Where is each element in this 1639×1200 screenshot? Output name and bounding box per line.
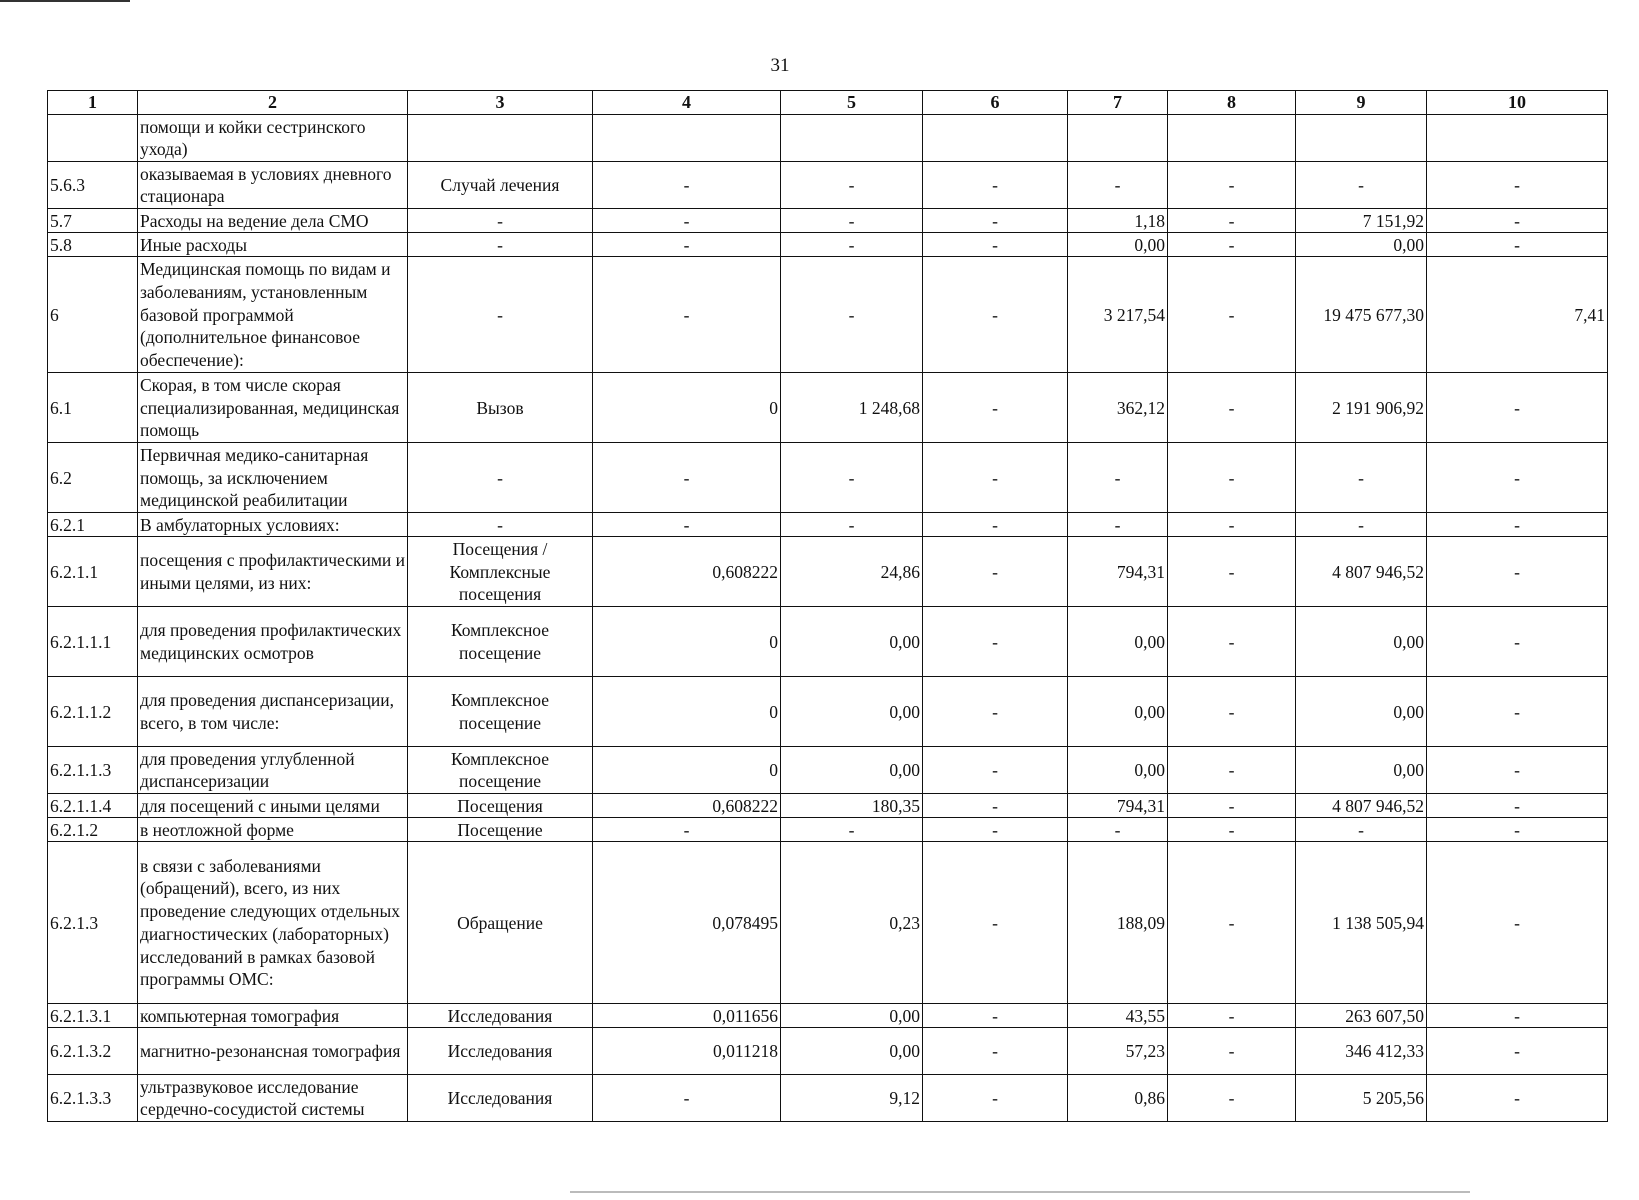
- table-row: [48, 818, 1608, 842]
- col-4-value: -: [593, 818, 781, 842]
- col-9-value: 4 807 946,52: [1296, 794, 1427, 818]
- col-4-value: -: [593, 1075, 781, 1122]
- col-7-value: -: [1068, 162, 1168, 209]
- table-row: [48, 373, 1608, 443]
- col-9-value: 5 205,56: [1296, 1075, 1427, 1122]
- col-5-value: 1 248,68: [781, 373, 923, 443]
- col-10-value: -: [1427, 209, 1608, 233]
- table-row: [48, 537, 1608, 607]
- col-5-value: -: [781, 443, 923, 513]
- col-6-value: -: [923, 443, 1068, 513]
- header-row: [48, 91, 1608, 115]
- col-8-value: -: [1168, 1075, 1296, 1122]
- col-6-value: [923, 115, 1068, 162]
- unit: Посещение: [408, 818, 593, 842]
- col-8-value: -: [1168, 747, 1296, 794]
- col-10-value: -: [1427, 443, 1608, 513]
- unit: Вызов: [408, 373, 593, 443]
- table-row: [48, 1028, 1608, 1075]
- col-5-value: 0,00: [781, 1028, 923, 1075]
- row-description: компьютерная томография: [138, 1004, 408, 1028]
- row-code: 5.8: [48, 233, 138, 257]
- col-7-value: 0,00: [1068, 677, 1168, 747]
- col-6-value: -: [923, 373, 1068, 443]
- col-9-value: 346 412,33: [1296, 1028, 1427, 1075]
- col-9-value: 7 151,92: [1296, 209, 1427, 233]
- col-7-value: 188,09: [1068, 842, 1168, 1004]
- col-5-value: -: [781, 209, 923, 233]
- col-4-value: -: [593, 162, 781, 209]
- table-row: [48, 162, 1608, 209]
- row-code: 6.2.1.1.4: [48, 794, 138, 818]
- row-code: 5.7: [48, 209, 138, 233]
- col-10-value: -: [1427, 842, 1608, 1004]
- col-10-value: [1427, 115, 1608, 162]
- table-row: [48, 209, 1608, 233]
- col-6-value: -: [923, 233, 1068, 257]
- row-description: ультразвуковое исследование сердечно-сосудистой системы: [138, 1075, 408, 1122]
- unit: -: [408, 513, 593, 537]
- col-10-value: -: [1427, 373, 1608, 443]
- col-8-value: -: [1168, 794, 1296, 818]
- col-10-value: -: [1427, 1075, 1608, 1122]
- unit: Случай лечения: [408, 162, 593, 209]
- col-10-value: -: [1427, 162, 1608, 209]
- col-5-value: 180,35: [781, 794, 923, 818]
- col-8-value: -: [1168, 607, 1296, 677]
- col-4-value: 0,011218: [593, 1028, 781, 1075]
- row-code: 6.2.1.3.3: [48, 1075, 138, 1122]
- col-8-value: -: [1168, 233, 1296, 257]
- col-7-value: [1068, 115, 1168, 162]
- col-4-value: -: [593, 209, 781, 233]
- col-5-value: -: [781, 233, 923, 257]
- col-6-value: -: [923, 513, 1068, 537]
- col-4-value: -: [593, 233, 781, 257]
- col-4-value: -: [593, 443, 781, 513]
- col-6-value: -: [923, 607, 1068, 677]
- col-5-value: 0,00: [781, 677, 923, 747]
- col-8-value: -: [1168, 373, 1296, 443]
- col-7-value: 3 217,54: [1068, 257, 1168, 373]
- row-description: магнитно-резонансная томография: [138, 1028, 408, 1075]
- table-row: [48, 443, 1608, 513]
- col-10-value: -: [1427, 794, 1608, 818]
- col-4-value: 0: [593, 747, 781, 794]
- scan-bottom-rule: [570, 1191, 1470, 1193]
- unit: Комплексное посещение: [408, 677, 593, 747]
- col-10-value: -: [1427, 537, 1608, 607]
- column-header-1: 1: [48, 91, 138, 115]
- row-code: 6.2.1.3.2: [48, 1028, 138, 1075]
- col-8-value: -: [1168, 818, 1296, 842]
- row-description: посещения с профилактическими и иными целями, из них:: [138, 537, 408, 607]
- col-8-value: -: [1168, 677, 1296, 747]
- row-code: 6.2.1: [48, 513, 138, 537]
- col-9-value: 0,00: [1296, 607, 1427, 677]
- row-code: 6.2.1.3.1: [48, 1004, 138, 1028]
- row-description: для проведения диспансеризации, всего, в том числе:: [138, 677, 408, 747]
- unit: Исследования: [408, 1028, 593, 1075]
- unit: Исследования: [408, 1075, 593, 1122]
- row-description: для посещений с иными целями: [138, 794, 408, 818]
- col-7-value: -: [1068, 443, 1168, 513]
- unit: -: [408, 209, 593, 233]
- column-header-7: 7: [1068, 91, 1168, 115]
- col-6-value: -: [923, 677, 1068, 747]
- col-9-value: 0,00: [1296, 233, 1427, 257]
- col-9-value: [1296, 115, 1427, 162]
- col-7-value: 362,12: [1068, 373, 1168, 443]
- table-row: [48, 677, 1608, 747]
- col-8-value: [1168, 115, 1296, 162]
- col-4-value: 0,608222: [593, 537, 781, 607]
- row-code: 5.6.3: [48, 162, 138, 209]
- col-4-value: 0: [593, 607, 781, 677]
- col-7-value: -: [1068, 513, 1168, 537]
- table-row: [48, 1004, 1608, 1028]
- col-10-value: 7,41: [1427, 257, 1608, 373]
- unit: -: [408, 233, 593, 257]
- financing-table: [47, 90, 1608, 1122]
- col-7-value: 794,31: [1068, 537, 1168, 607]
- col-7-value: 0,00: [1068, 233, 1168, 257]
- col-9-value: 0,00: [1296, 677, 1427, 747]
- col-10-value: -: [1427, 677, 1608, 747]
- row-code: 6.1: [48, 373, 138, 443]
- col-5-value: 9,12: [781, 1075, 923, 1122]
- unit: -: [408, 257, 593, 373]
- col-10-value: -: [1427, 513, 1608, 537]
- row-description: Медицинская помощь по видам и заболеваниям, установленным базовой программой (дополнительное финансовое обеспечение):: [138, 257, 408, 373]
- col-8-value: -: [1168, 257, 1296, 373]
- row-code: 6.2.1.1.2: [48, 677, 138, 747]
- unit: Посещения / Комплексные посещения: [408, 537, 593, 607]
- row-description: оказываемая в условиях дневного стационара: [138, 162, 408, 209]
- col-6-value: -: [923, 1075, 1068, 1122]
- col-6-value: -: [923, 794, 1068, 818]
- unit: [408, 115, 593, 162]
- column-header-6: 6: [923, 91, 1068, 115]
- col-7-value: 794,31: [1068, 794, 1168, 818]
- table-row: [48, 257, 1608, 373]
- row-description: помощи и койки сестринского ухода): [138, 115, 408, 162]
- unit: Обращение: [408, 842, 593, 1004]
- table-body: [48, 115, 1608, 1122]
- table-row: [48, 115, 1608, 162]
- col-7-value: 0,86: [1068, 1075, 1168, 1122]
- col-9-value: 19 475 677,30: [1296, 257, 1427, 373]
- table-row: [48, 607, 1608, 677]
- row-code: 6.2.1.1: [48, 537, 138, 607]
- unit: -: [408, 443, 593, 513]
- row-code: 6: [48, 257, 138, 373]
- col-4-value: 0: [593, 373, 781, 443]
- page-number: 31: [770, 55, 790, 76]
- col-5-value: 0,00: [781, 1004, 923, 1028]
- col-6-value: -: [923, 818, 1068, 842]
- col-9-value: -: [1296, 162, 1427, 209]
- col-4-value: -: [593, 257, 781, 373]
- col-6-value: -: [923, 537, 1068, 607]
- row-description: Расходы на ведение дела СМО: [138, 209, 408, 233]
- col-4-value: -: [593, 513, 781, 537]
- col-10-value: -: [1427, 747, 1608, 794]
- row-description: в неотложной форме: [138, 818, 408, 842]
- col-10-value: -: [1427, 1004, 1608, 1028]
- col-8-value: -: [1168, 209, 1296, 233]
- table-row: [48, 1075, 1608, 1122]
- col-8-value: -: [1168, 443, 1296, 513]
- col-8-value: -: [1168, 513, 1296, 537]
- row-code: [48, 115, 138, 162]
- unit: Исследования: [408, 1004, 593, 1028]
- col-7-value: 0,00: [1068, 747, 1168, 794]
- col-5-value: [781, 115, 923, 162]
- col-9-value: 0,00: [1296, 747, 1427, 794]
- column-header-4: 4: [593, 91, 781, 115]
- col-4-value: 0,608222: [593, 794, 781, 818]
- col-8-value: -: [1168, 842, 1296, 1004]
- col-6-value: -: [923, 257, 1068, 373]
- col-6-value: -: [923, 842, 1068, 1004]
- col-5-value: -: [781, 818, 923, 842]
- col-10-value: -: [1427, 233, 1608, 257]
- row-description: для проведения профилактических медицинских осмотров: [138, 607, 408, 677]
- col-7-value: 1,18: [1068, 209, 1168, 233]
- col-5-value: -: [781, 513, 923, 537]
- col-9-value: -: [1296, 513, 1427, 537]
- col-6-value: -: [923, 1004, 1068, 1028]
- row-code: 6.2.1.1.3: [48, 747, 138, 794]
- col-9-value: -: [1296, 818, 1427, 842]
- col-8-value: -: [1168, 1004, 1296, 1028]
- col-5-value: -: [781, 257, 923, 373]
- col-9-value: -: [1296, 443, 1427, 513]
- row-description: Скорая, в том числе скорая специализированная, медицинская помощь: [138, 373, 408, 443]
- row-code: 6.2: [48, 443, 138, 513]
- row-description: для проведения углубленной диспансеризации: [138, 747, 408, 794]
- table-row: [48, 233, 1608, 257]
- col-9-value: 2 191 906,92: [1296, 373, 1427, 443]
- col-8-value: -: [1168, 537, 1296, 607]
- col-6-value: -: [923, 162, 1068, 209]
- column-header-9: 9: [1296, 91, 1427, 115]
- col-9-value: 1 138 505,94: [1296, 842, 1427, 1004]
- col-5-value: 24,86: [781, 537, 923, 607]
- unit: Посещения: [408, 794, 593, 818]
- col-5-value: -: [781, 162, 923, 209]
- row-code: 6.2.1.2: [48, 818, 138, 842]
- col-9-value: 4 807 946,52: [1296, 537, 1427, 607]
- column-header-3: 3: [408, 91, 593, 115]
- row-description: В амбулаторных условиях:: [138, 513, 408, 537]
- column-header-8: 8: [1168, 91, 1296, 115]
- col-5-value: 0,23: [781, 842, 923, 1004]
- col-4-value: [593, 115, 781, 162]
- column-header-5: 5: [781, 91, 923, 115]
- col-9-value: 263 607,50: [1296, 1004, 1427, 1028]
- col-4-value: 0,011656: [593, 1004, 781, 1028]
- row-description: Иные расходы: [138, 233, 408, 257]
- col-5-value: 0,00: [781, 607, 923, 677]
- col-6-value: -: [923, 1028, 1068, 1075]
- table-row: [48, 842, 1608, 1004]
- col-5-value: 0,00: [781, 747, 923, 794]
- col-4-value: 0: [593, 677, 781, 747]
- unit: Комплексное посещение: [408, 607, 593, 677]
- col-8-value: -: [1168, 162, 1296, 209]
- col-7-value: 0,00: [1068, 607, 1168, 677]
- col-7-value: -: [1068, 818, 1168, 842]
- col-7-value: 57,23: [1068, 1028, 1168, 1075]
- scan-corner-line: [0, 0, 130, 2]
- col-8-value: -: [1168, 1028, 1296, 1075]
- col-7-value: 43,55: [1068, 1004, 1168, 1028]
- column-header-2: 2: [138, 91, 408, 115]
- col-4-value: 0,078495: [593, 842, 781, 1004]
- row-description: в связи с заболеваниями (обращений), всего, из них проведение следующих отдельных диагностических (лабораторных) исследований в рамках базовой программы ОМС:: [138, 842, 408, 1004]
- col-10-value: -: [1427, 607, 1608, 677]
- row-code: 6.2.1.1.1: [48, 607, 138, 677]
- col-10-value: -: [1427, 818, 1608, 842]
- table-row: [48, 747, 1608, 794]
- col-6-value: -: [923, 747, 1068, 794]
- col-10-value: -: [1427, 1028, 1608, 1075]
- unit: Комплексное посещение: [408, 747, 593, 794]
- column-header-10: 10: [1427, 91, 1608, 115]
- col-6-value: -: [923, 209, 1068, 233]
- table-row: [48, 513, 1608, 537]
- table-row: [48, 794, 1608, 818]
- row-description: Первичная медико-санитарная помощь, за исключением медицинской реабилитации: [138, 443, 408, 513]
- row-code: 6.2.1.3: [48, 842, 138, 1004]
